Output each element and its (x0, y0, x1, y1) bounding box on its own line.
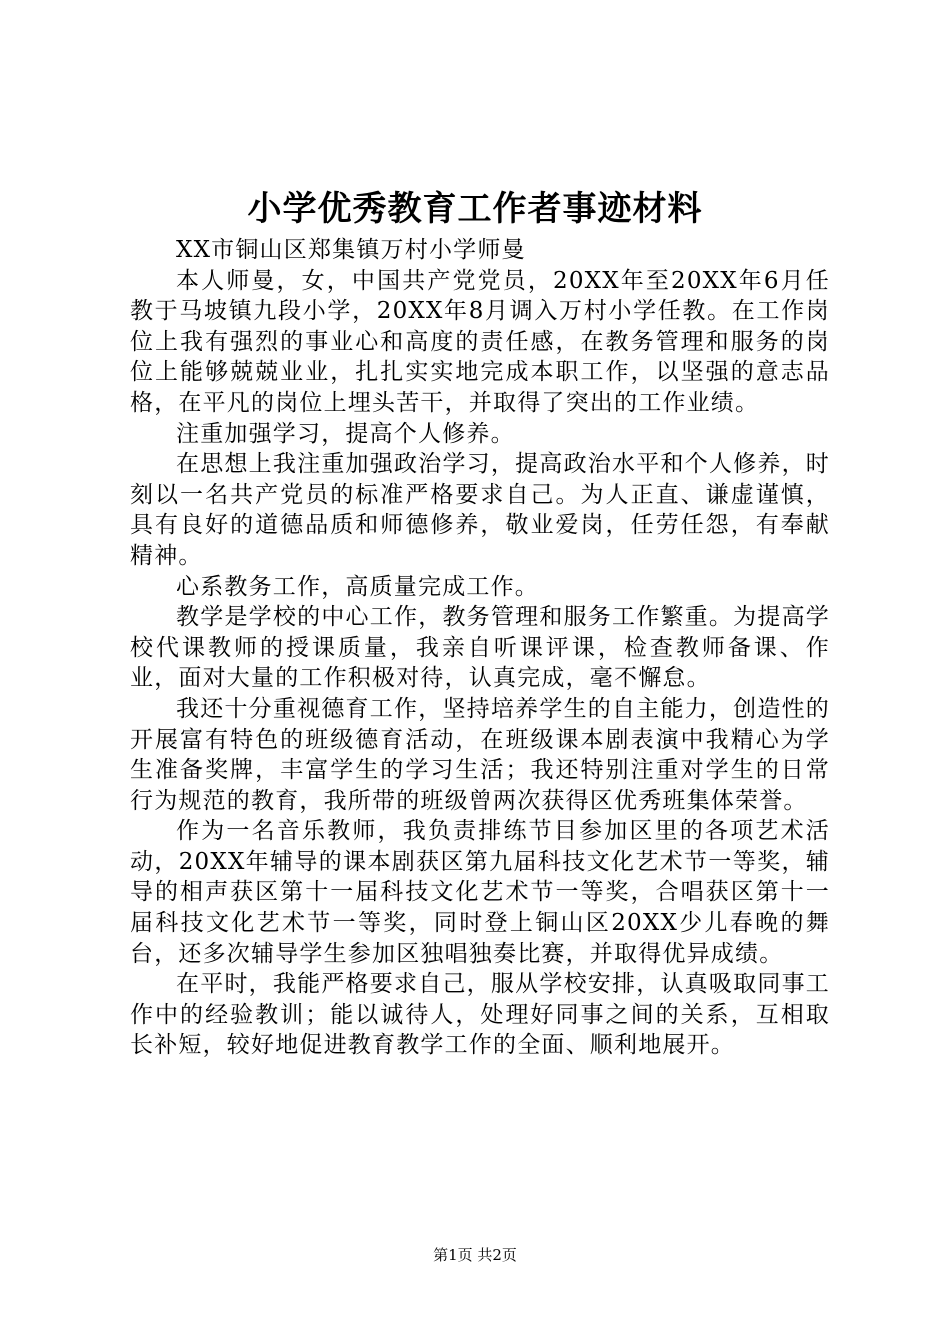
document-body (130, 235, 830, 1061)
study-paragraph: 在思想上我注重加强政治学习，提高政治水平和个人修养，时刻以一名共产党员的标准严格要求自己。为人正直、谦虚谨慎，具有良好的道德品质和师德修养，敬业爱岗，任劳任怨，有奉献精神。 (130, 451, 830, 569)
music-activities-paragraph: 作为一名音乐教师，我负责排练节目参加区里的各项艺术活动，20XX年辅导的课本剧获区第九届科技文化艺术节一等奖，辅导的相声获区第十一届科技文化艺术节一等奖，合唱获区第十一届科技文化艺术节一等奖，同时登上铜山区20XX少儿春晚的舞台，还多次辅导学生参加区独唱独奏比赛，并取得优异成绩。 (130, 818, 830, 967)
page-number-footer: 第1页 共2页 (433, 1246, 517, 1264)
moral-education-paragraph: 我还十分重视德育工作，坚持培养学生的自主能力，创造性的开展富有特色的班级德育活动，在班级课本剧表演中我精心为学生准备奖牌，丰富学生的学习生活；我还特别注重对学生的日常行为规范的教育，我所带的班级曾两次获得区优秀班集体荣誉。 (130, 695, 830, 814)
author-line: XX市铜山区郑集镇万村小学师曼 (176, 237, 526, 263)
intro-paragraph: 本人师曼，女，中国共产党党员，20XX年至20XX年6月任教于马坡镇九段小学，20XX年8月调入万村小学任教。在工作岗位上我有强烈的事业心和高度的责任感，在教务管理和服务的岗位上能够兢兢业业，扎扎实实地完成本职工作，以坚强的意志品格，在平凡的岗位上埋头苦干，并取得了突出的工作业绩。 (130, 267, 830, 416)
teaching-paragraph: 教学是学校的中心工作，教务管理和服务工作繁重。为提高学校代课教师的授课质量，我亲自听课评课，检查教师备课、作业，面对大量的工作积极对待，认真完成，毫不懈怠。 (130, 604, 830, 692)
document-title: 小学优秀教育工作者事迹材料 (247, 189, 703, 229)
daily-conduct-paragraph: 在平时，我能严格要求自己，服从学校安排，认真吸取同事工作中的经验教训；能以诚待人，处理好同事之间的关系，互相取长补短，较好地促进教育教学工作的全面、顺利地展开。 (130, 971, 830, 1059)
section-heading-work: 心系教务工作，高质量完成工作。 (176, 573, 539, 600)
section-heading-study: 注重加强学习，提高个人修养。 (176, 420, 515, 447)
